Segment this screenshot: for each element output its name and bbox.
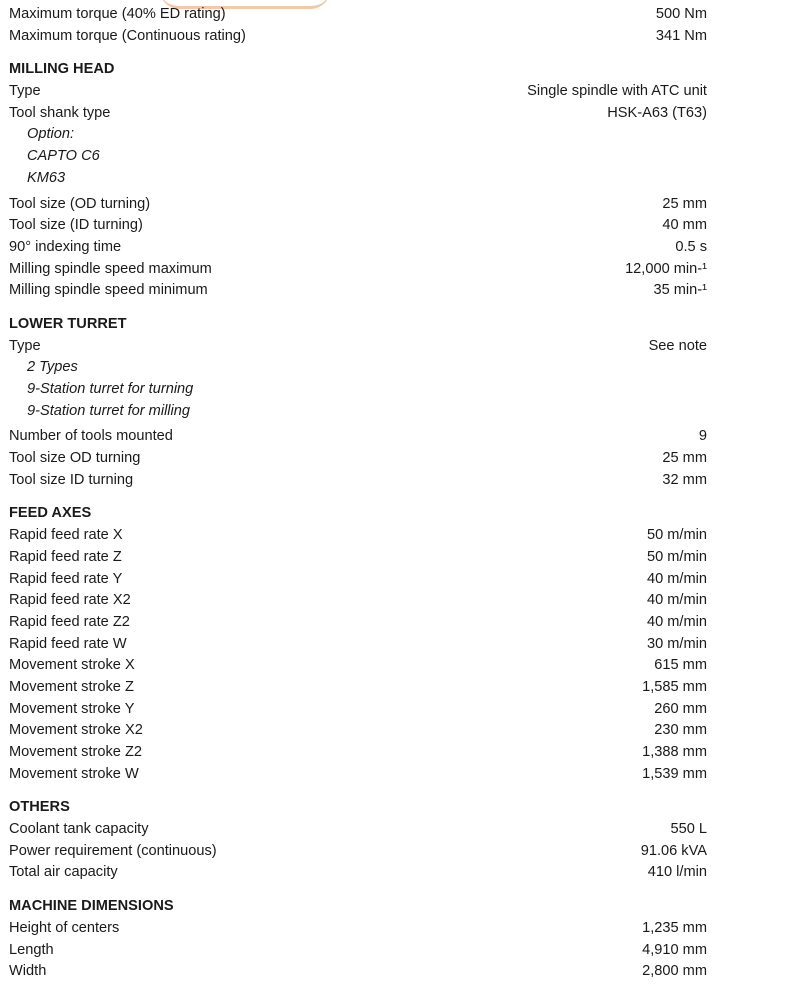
spec-value: 40 m/min (646, 592, 707, 609)
spec-value: 35 min-¹ (653, 282, 707, 299)
spec-label: Movement stroke Z (9, 678, 134, 695)
spec-label: Number of tools mounted (9, 428, 173, 445)
spec-row (9, 103, 707, 125)
option-note: Option: (27, 126, 75, 143)
spec-value: 2,800 mm (642, 963, 707, 980)
spec-row (9, 426, 707, 448)
spec-label: Milling spindle speed minimum (9, 282, 208, 299)
spec-label: Milling spindle speed maximum (9, 260, 212, 277)
turret-note: 9-Station turret for turning (27, 381, 194, 397)
turret-note: 2 Types (27, 359, 78, 376)
spec-row (9, 819, 707, 841)
spec-row (9, 569, 707, 591)
spec-label: Movement stroke Z2 (9, 744, 143, 760)
option-note: CAPTO C6 (27, 148, 100, 165)
spec-label: Movement stroke X2 (9, 722, 143, 739)
spec-row (9, 26, 707, 48)
spec-row (9, 720, 707, 742)
spec-value: 25 mm (662, 195, 707, 212)
option-note: KM63 (27, 169, 66, 186)
spec-label: Power requirement (continuous) (9, 842, 217, 859)
spec-row (9, 280, 707, 302)
spec-label: Rapid feed rate X2 (9, 592, 131, 609)
spec-label: Movement stroke X (9, 657, 135, 674)
spec-label: Movement stroke W (9, 765, 139, 782)
spec-label: Tool size OD turning (9, 450, 141, 467)
spec-label: Tool size (OD turning) (9, 195, 151, 212)
spec-value: 615 mm (654, 657, 707, 674)
spec-row (9, 259, 707, 281)
spec-value: Single spindle with ATC unit (527, 83, 707, 100)
spec-value: 25 mm (662, 450, 707, 467)
spec-value: 40 m/min (646, 613, 707, 630)
spec-value: 30 m/min (646, 635, 707, 652)
spec-value: 1,585 mm (642, 678, 707, 695)
spec-label: Type (9, 83, 41, 100)
spec-row (9, 547, 707, 569)
spec-value: 1,539 mm (642, 765, 707, 782)
spec-label: Movement stroke Y (9, 700, 135, 717)
spec-sheet (9, 4, 707, 983)
spec-label: Tool size ID turning (9, 471, 134, 488)
spec-value: 550 L (670, 821, 707, 838)
spec-label: Rapid feed rate X (9, 527, 123, 544)
section-heading-lower-turret: LOWER TURRET (9, 315, 127, 332)
spec-value: See note (648, 337, 707, 354)
spec-label: Maximum torque (Continuous rating) (9, 27, 246, 44)
spec-value: 1,388 mm (642, 744, 707, 760)
spec-label: Width (9, 963, 47, 980)
spec-row (9, 655, 707, 677)
spec-value: 230 mm (654, 722, 707, 739)
spec-label: Length (9, 941, 54, 958)
spec-value: 91.06 kVA (640, 842, 707, 859)
spec-label: Rapid feed rate Y (9, 570, 123, 587)
spec-label: Tool size (ID turning) (9, 217, 143, 234)
spec-row (9, 81, 707, 103)
spec-value: 0.5 s (675, 238, 707, 255)
spec-row (9, 918, 707, 940)
section-heading-milling-head: MILLING HEAD (9, 61, 115, 78)
spec-label: Rapid feed rate W (9, 635, 127, 652)
spec-value: 1,235 mm (642, 919, 707, 936)
spec-row (9, 764, 707, 786)
spec-value: 4,910 mm (642, 941, 707, 958)
section-heading-machine-dimensions: MACHINE DIMENSIONS (9, 898, 174, 915)
spec-row (9, 961, 707, 983)
spec-row (9, 237, 707, 259)
spec-row (9, 677, 707, 699)
spec-label: Tool shank type (9, 104, 111, 121)
spec-label: 90° indexing time (9, 238, 122, 255)
spec-row (9, 841, 707, 863)
spec-value: 40 mm (662, 217, 707, 234)
spec-value: 260 mm (654, 700, 707, 717)
spec-value: 9 (698, 428, 707, 445)
spec-value: 341 Nm (655, 27, 707, 44)
spec-row (9, 215, 707, 237)
spec-row (9, 4, 707, 26)
spec-value: 12,000 min-¹ (625, 260, 707, 277)
spec-row (9, 699, 707, 721)
spec-label: Coolant tank capacity (9, 821, 149, 838)
section-heading-feed-axes: FEED AXES (9, 505, 92, 522)
spec-row (9, 448, 707, 470)
spec-value: 410 l/min (647, 864, 707, 881)
spec-row (9, 612, 707, 634)
spec-row (9, 590, 707, 612)
spec-value: 32 mm (662, 471, 707, 488)
spec-row (9, 742, 707, 764)
spec-row (9, 634, 707, 656)
spec-value: 500 Nm (655, 6, 707, 22)
spec-value: HSK-A63 (T63) (607, 104, 707, 121)
spec-value: 50 m/min (646, 527, 707, 544)
spec-label: Type (9, 337, 41, 354)
spec-row (9, 194, 707, 216)
spec-label: Rapid feed rate Z (9, 548, 122, 565)
spec-row (9, 862, 707, 884)
spec-label: Maximum torque (40% ED rating) (9, 6, 226, 22)
spec-label: Total air capacity (9, 864, 118, 881)
turret-note: 9-Station turret for milling (27, 402, 191, 419)
spec-row (9, 336, 707, 358)
spec-row (9, 940, 707, 962)
spec-label: Rapid feed rate Z2 (9, 613, 130, 630)
spec-row (9, 525, 707, 547)
spec-value: 50 m/min (646, 548, 707, 565)
section-heading-others: OTHERS (9, 799, 70, 816)
spec-row (9, 470, 707, 492)
spec-label: Height of centers (9, 919, 120, 936)
spec-value: 40 m/min (646, 570, 707, 587)
